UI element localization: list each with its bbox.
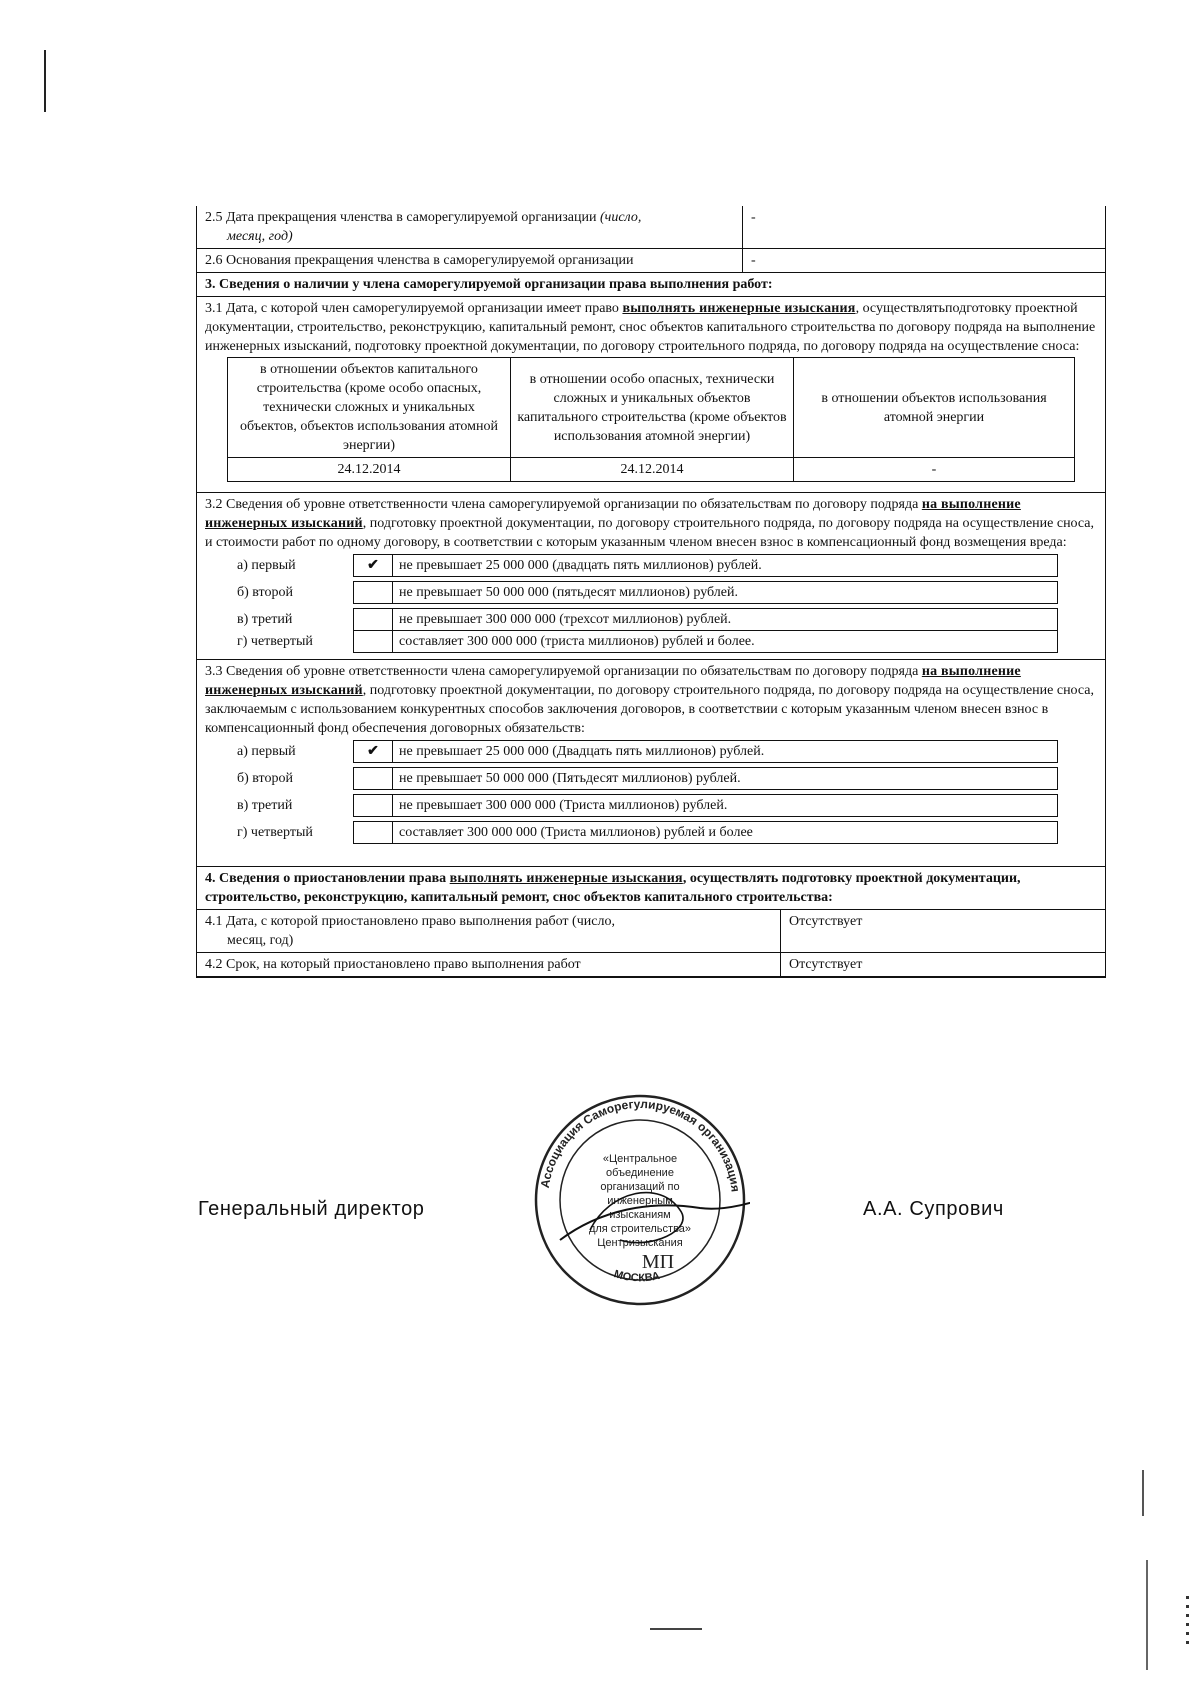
seal-ring-bottom: МОСКВА	[612, 1268, 661, 1285]
empty-checkbox	[354, 768, 393, 790]
section-3-2	[197, 493, 1105, 660]
signature-name: А.А. Супрович	[863, 1198, 1004, 1220]
dates-table	[227, 357, 1075, 482]
row-2-6	[197, 249, 1105, 273]
empty-checkbox	[354, 822, 393, 844]
levels-table-3-3	[227, 740, 1058, 844]
scan-artifact-right	[1142, 1470, 1144, 1516]
level-row: г) четвертый составляет 300 000 000 (триста миллионов) рублей и более.	[227, 631, 1058, 653]
level-row: в) третий не превышает 300 000 000 (трехсот миллионов) рублей.	[227, 609, 1058, 631]
dates-value-2: 24.12.2014	[511, 458, 794, 482]
empty-checkbox	[354, 582, 393, 604]
level-row: г) четвертый составляет 300 000 000 (Триста миллионов) рублей и более	[227, 822, 1058, 844]
dates-header-2: в отношении особо опасных, технически сложных и уникальных объектов капитального строительства (кроме объектов использования атомной энергии)	[511, 358, 794, 458]
organization-seal	[530, 1090, 750, 1310]
level-row: а) первый ✔ не превышает 25 000 000 (двадцать пять миллионов) рублей.	[227, 555, 1058, 577]
dates-header-3: в отношении объектов использования атомной энергии	[794, 358, 1075, 458]
checkmark-icon: ✔	[354, 741, 393, 763]
level-row: б) второй не превышает 50 000 000 (Пятьдесят миллионов) рублей.	[227, 768, 1058, 790]
row-2-6-value: -	[751, 253, 756, 268]
scan-artifact-left	[44, 50, 46, 112]
empty-checkbox	[354, 631, 393, 653]
seal-center-line: изысканиям	[609, 1209, 671, 1221]
row-2-5-value: -	[751, 210, 756, 225]
section-3-1-text: 3.1 Дата, с которой член саморегулируемой организации имеет право выполнять инженерные изыскания, осуществлятьподготовку проектной документации, строительство, реконструкцию, капитальный ремонт, снос объектов капитального строительства по договору подряда на выполнение инженерных изысканий, подготовку проектной документации, по договору строительного подряда, по договору подряда на осуществление сноса:	[205, 301, 1096, 354]
seal-center-line: для строительства»	[588, 1223, 692, 1235]
form-table	[196, 206, 1106, 978]
section-3-2-text: 3.2 Сведения об уровне ответственности члена саморегулируемой организации по обязательствам по договору подряда на выполнение инженерных изысканий, подготовку проектной документации, по договору строительного подряда, по договору подряда на осуществление сноса, и стоимости работ по одному договору, в соответствии с которым указанным членом внесен взнос в компенсационный фонд возмещения вреда:	[205, 497, 1095, 550]
dates-value-1: 24.12.2014	[228, 458, 511, 482]
levels-table-3-2	[227, 554, 1058, 653]
seal-center-line: инженерным	[607, 1195, 673, 1207]
row-4-1-value: Отсутствует	[789, 914, 863, 929]
seal-center-line: организаций по	[600, 1181, 680, 1193]
row-4-2	[197, 953, 1105, 977]
level-row: б) второй не превышает 50 000 000 (пятьдесят миллионов) рублей.	[227, 582, 1058, 604]
seal-center-line: объединение	[606, 1167, 674, 1179]
empty-checkbox	[354, 795, 393, 817]
scan-artifact-dots	[1186, 1596, 1189, 1646]
checkmark-icon: ✔	[354, 555, 393, 577]
row-4-2-value: Отсутствует	[789, 957, 863, 972]
section-3-3-text: 3.3 Сведения об уровне ответственности члена саморегулируемой организации по обязательствам по договору подряда на выполнение инженерных изысканий, подготовку проектной документации, по договору строительного подряда, по договору подряда на осуществление сноса, заключаемым с использованием конкурентных способов заключения договоров, в соответствии с которым указанным членом внесен взнос в компенсационный фонд обеспечения договорных обязательств:	[205, 664, 1095, 736]
row-4-2-label: 4.2 Срок, на который приостановлено право выполнения работ	[197, 953, 781, 976]
section-3-3	[197, 660, 1105, 867]
row-2-5-label: 2.5 Дата прекращения членства в саморегулируемой организации (число, месяц, год)	[197, 206, 743, 248]
seal-center-line: Центризыскания	[597, 1237, 683, 1249]
row-2-6-label: 2.6 Основания прекращения членства в саморегулируемой организации	[197, 249, 743, 272]
seal-ring-text: Ассоциация Саморегулируемая организация	[537, 1096, 743, 1193]
section-4-heading: 4. Сведения о приостановлении права выполнять инженерные изыскания, осуществлять подготовку проектной документации, строительство, реконструкцию, капитальный ремонт, снос объектов капитального строительства:	[197, 867, 1105, 910]
dates-header-1: в отношении объектов капитального строительства (кроме особо опасных, технически сложных и уникальных объектов, объектов использования атомной энергии)	[228, 358, 511, 458]
scan-artifact-right-lower	[1146, 1560, 1148, 1670]
section-3-1	[197, 297, 1105, 493]
row-4-1-label: 4.1 Дата, с которой приостановлено право выполнения работ (число, месяц, год)	[197, 910, 781, 952]
empty-checkbox	[354, 609, 393, 631]
dates-value-3: -	[794, 458, 1075, 482]
row-4-1	[197, 910, 1105, 953]
scan-artifact-bottom	[650, 1628, 702, 1630]
section-3-heading: 3. Сведения о наличии у члена саморегулируемой организации права выполнения работ:	[197, 273, 1105, 297]
signature-position: Генеральный директор	[198, 1198, 425, 1220]
seal-center-line: «Центральное	[602, 1153, 678, 1165]
seal-mp: МП	[641, 1251, 675, 1273]
level-row: в) третий не превышает 300 000 000 (Триста миллионов) рублей.	[227, 795, 1058, 817]
level-row: а) первый ✔ не превышает 25 000 000 (Двадцать пять миллионов) рублей.	[227, 741, 1058, 763]
row-2-5	[197, 206, 1105, 249]
